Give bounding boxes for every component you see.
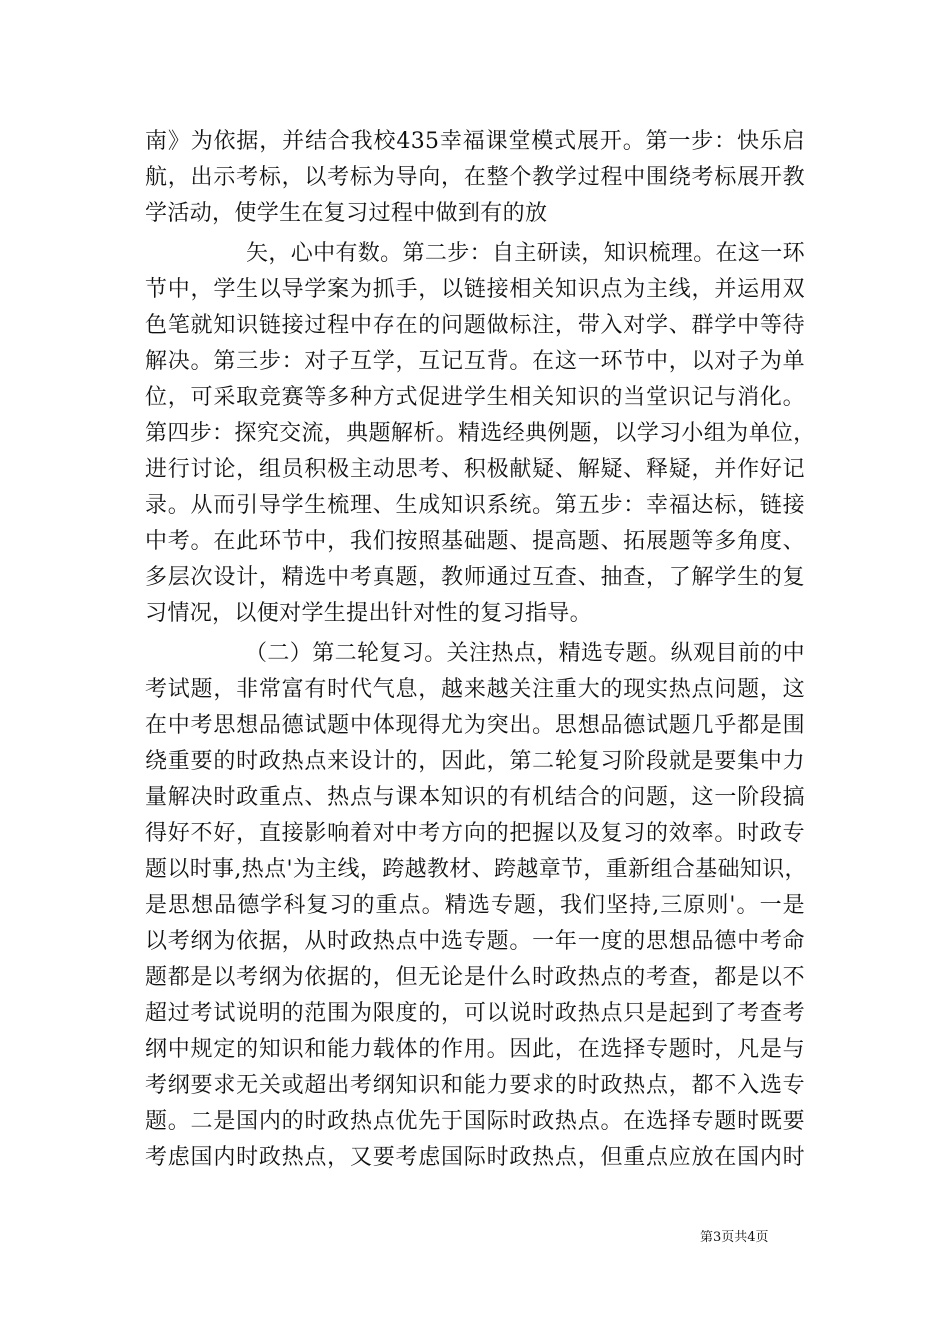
text-line: 超过考试说明的范围为限度的，可以说时政热点只是起到了考查考 [145,1001,805,1026]
text-line: 进行讨论，组员积极主动思考、积极献疑、解疑、释疑，并作好记 [145,457,805,482]
text-line: 第四步：探究交流，典题解析。精选经典例题，以学习小组为单位， [145,421,816,446]
text-line: 矢，心中有数。第二步：自主研读，知识梳理。在这一环 [246,241,805,266]
text-line: 位，可采取竞赛等多种方式促进学生相关知识的当堂识记与消化。 [145,385,805,410]
text-line: 考纲要求无关或超出考纲知识和能力要求的时政热点，都不入选专 [145,1073,805,1098]
text-line: 量解决时政重点、热点与课本知识的有机结合的问题，这一阶段搞 [145,785,805,810]
text-line: 学活动，使学生在复习过程中做到有的放 [145,201,548,226]
text-line: 在中考思想品德试题中体现得尤为突出。思想品德试题几乎都是围 [145,713,805,738]
text-line: 解决。第三步：对子互学，互记互背。在这一环节中，以对子为单 [145,349,805,374]
text-line: 以考纲为依据，从时政热点中选专题。一年一度的思想品德中考命 [145,929,805,954]
text-line: 题。二是国内的时政热点优先于国际时政热点。在选择专题时既要 [145,1109,805,1134]
text-line: 题以时事,热点'为主线，跨越教材、跨越章节，重新组合基础知识， [145,857,807,882]
text-line: 得好不好，直接影响着对中考方向的把握以及复习的效率。时政专 [145,821,805,846]
text-line: （二）第二轮复习。关注热点，精选专题。纵观目前的中 [245,641,805,666]
text-line: 录。从而引导学生梳理、生成知识系统。第五步：幸福达标，链接 [145,493,805,518]
text-line: 多层次设计，精选中考真题，教师通过互查、抽查，了解学生的复 [145,565,805,590]
text-line: 题都是以考纲为依据的，但无论是什么时政热点的考查，都是以不 [145,965,805,990]
page-number-footer: 第3页共4页 [700,1230,769,1245]
text-line: 节中，学生以导学案为抓手，以链接相关知识点为主线，并运用双 [145,277,805,302]
text-line: 考虑国内时政热点，又要考虑国际时政热点，但重点应放在国内时 [145,1145,805,1170]
text-line: 色笔就知识链接过程中存在的问题做标注，带入对学、群学中等待 [145,313,805,338]
text-line: 考试题，非常富有时代气息，越来越关注重大的现实热点问题，这 [145,677,805,702]
text-line: 航，出示考标，以考标为导向，在整个教学过程中围绕考标展开教 [145,165,805,190]
text-line: 中考。在此环节中，我们按照基础题、提高题、拓展题等多角度、 [145,529,805,554]
text-line: 习情况，以便对学生提出针对性的复习指导。 [145,601,593,626]
text-line: 绕重要的时政热点来设计的，因此，第二轮复习阶段就是要集中力 [145,749,805,774]
text-line: 南》为依据，并结合我校435幸福课堂模式展开。第一步：快乐启 [145,129,805,154]
text-line: 纲中规定的知识和能力载体的作用。因此，在选择专题时，凡是与 [145,1037,805,1062]
text-line: 是思想品德学科复习的重点。精选专题，我们坚持,三原则'。一是 [145,893,805,918]
